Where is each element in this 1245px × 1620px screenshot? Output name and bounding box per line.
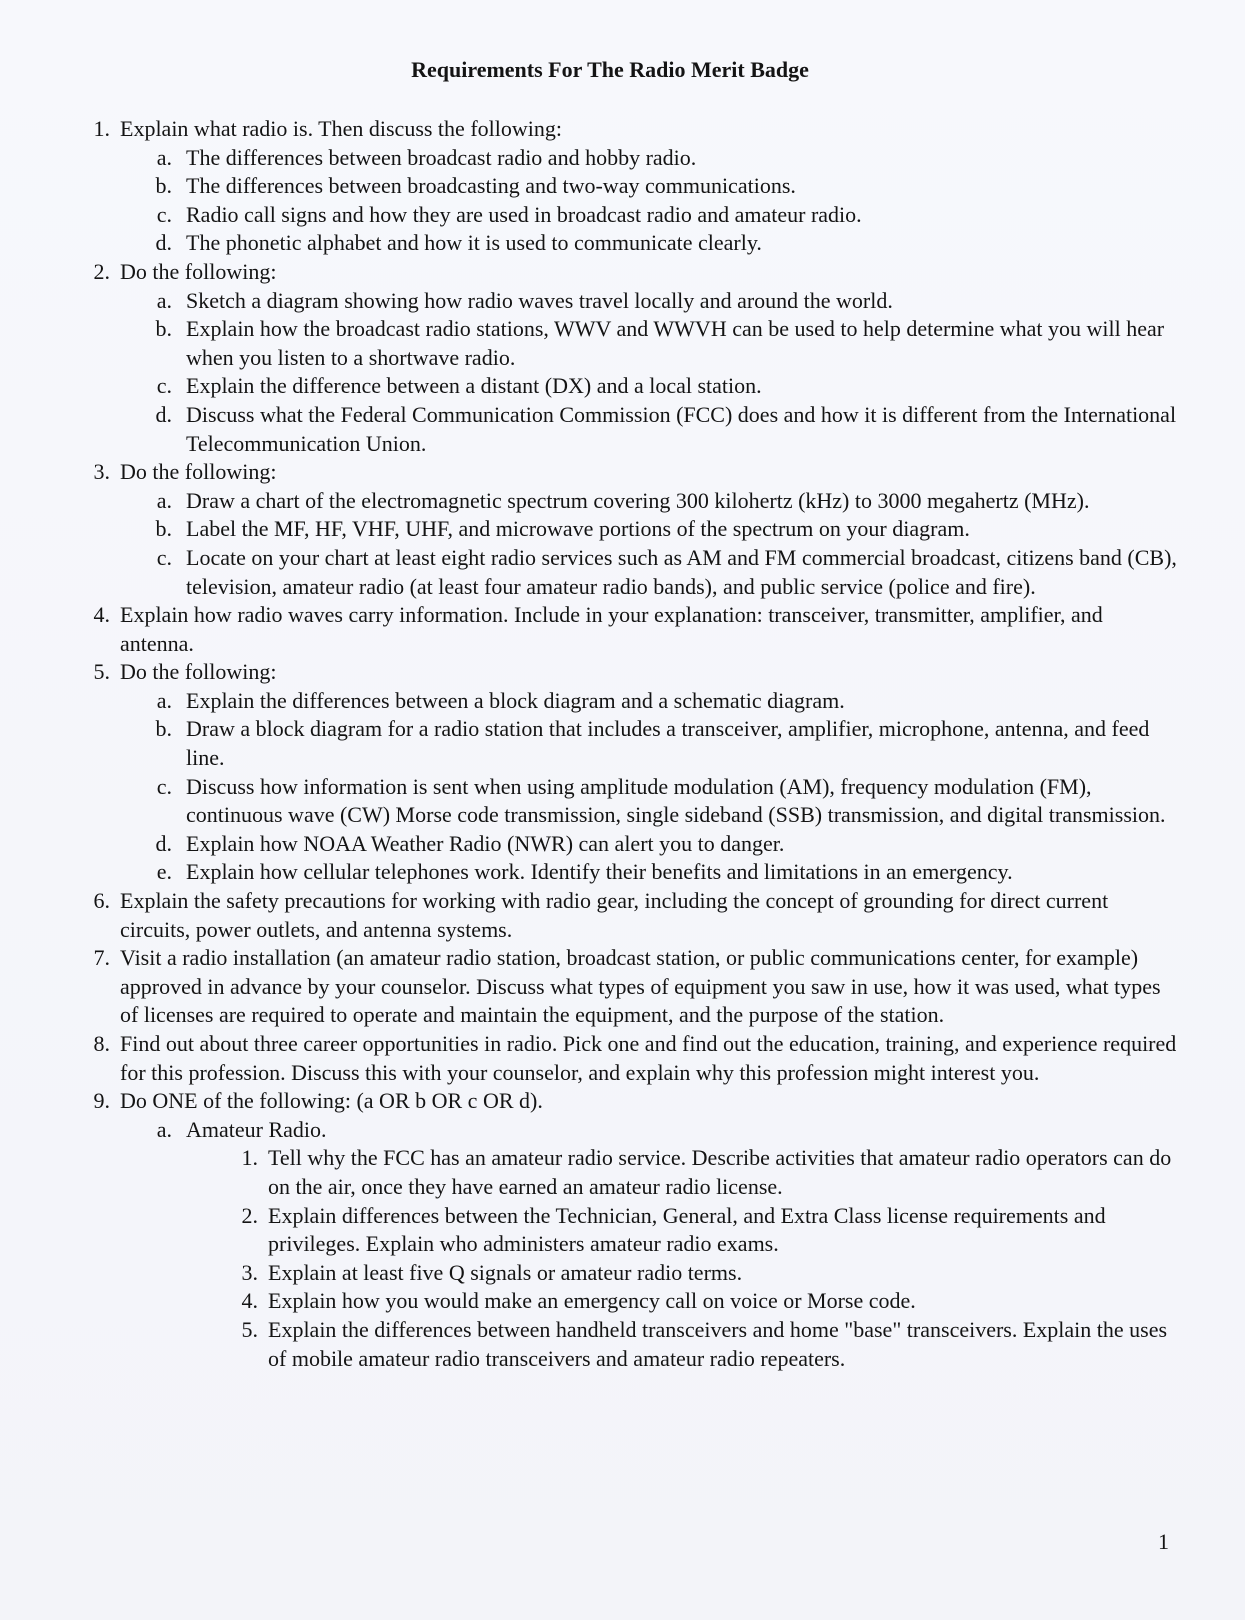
requirement-item-number: 1. [93,116,110,141]
requirement-item-number: 8. [93,1031,110,1056]
requirement-item [80,1030,1180,1087]
page-title: Requirements For The Radio Merit Badge [411,57,809,82]
requirement-subitem-text: Explain the difference between a distant (DX) and a local station. [186,373,762,399]
requirement-item-text: Do the following: [120,659,277,685]
requirement-subitem [148,515,1180,544]
requirement-item-text: Do the following: [120,258,277,284]
requirement-subitem [148,715,1180,772]
requirement-subitem-text: Discuss what the Federal Communication Commission (FCC) does and how it is different from the International Telecommunication Union. [186,401,1177,456]
requirement-subitem-number: b. [155,716,172,742]
requirement-subitem-text: Draw a block diagram for a radio station that includes a transceiver, amplifier, microphone, antenna, and feed line. [186,716,1150,771]
requirement-subitem-text: The differences between broadcasting and two-way communications. [186,173,796,199]
requirement-subitem-text: Label the MF, HF, VHF, UHF, and microwave portions of the spectrum on your diagram. [186,516,970,542]
requirement-subitem-number: e. [156,859,172,885]
requirement-subitem-text: Locate on your chart at least eight radio services such as AM and FM commercial broadcast, citizens band (CB), television, amateur radio (at least four amateur radio bands), and public service (police and fire). [186,544,1177,599]
requirement-subitem-number: c. [156,373,172,399]
requirement-subitem-number: b. [155,516,172,542]
requirement-subsubitem [230,1316,1180,1373]
requirement-subsubitem-number: 2. [241,1202,258,1228]
requirement-item-text: Find out about three career opportunities in radio. Pick one and find out the education, training, and experience required for this profession. Discuss this with your counselor, and explain why this profession might interest you. [120,1031,1177,1085]
requirement-subsubitem-number: 4. [241,1288,258,1314]
page-number: 1 [1158,1529,1169,1554]
requirement-item-number: 6. [93,888,110,914]
requirement-subsubitem-text: Explain the differences between handheld transceivers and home "base" transceivers. Explain the uses of mobile amateur radio transceivers and amateur radio repeaters. [268,1316,1168,1371]
requirement-item-text: Explain the safety precautions for working with radio gear, including the concept of grounding for direct current circuits, power outlets, and antenna systems. [120,888,1109,942]
requirements-list [80,115,1180,1373]
requirement-item [80,458,1180,487]
requirement-subitem-text: The differences between broadcast radio and hobby radio. [186,144,697,170]
requirement-subitem-text: Amateur Radio. [186,1116,327,1142]
requirement-subsubitem [230,1259,1180,1288]
requirement-subitem-number: c. [156,773,172,799]
requirement-subitem [148,172,1180,201]
requirement-subitem [148,544,1180,601]
requirement-subitem-number: a. [156,287,172,313]
requirement-subitem [148,372,1180,401]
requirement-subitem-text: Radio call signs and how they are used in broadcast radio and amateur radio. [186,201,862,227]
requirement-subitem-text: The phonetic alphabet and how it is used to communicate clearly. [186,230,762,256]
requirement-subsubitem [230,1144,1180,1201]
requirement-subitem-number: a. [156,487,172,513]
requirement-item-text: Visit a radio installation (an amateur radio station, broadcast station, or public communications center, for example) approved in advance by your counselor. Discuss what types of equipment you saw in use, how it was used, what types of licenses are required to operate and maintain the equipment, and the purpose of the station. [120,945,1161,1028]
requirement-subitem-number: a. [156,1116,172,1142]
requirement-subitem-number: c. [156,201,172,227]
requirement-subitem [148,287,1180,316]
requirement-subitem [148,144,1180,173]
requirement-item-text: Explain what radio is. Then discuss the following: [120,116,562,141]
requirement-item-number: 2. [93,258,110,284]
requirement-subitem-text: Explain how NOAA Weather Radio (NWR) can alert you to danger. [186,830,785,856]
requirement-subitem [148,773,1180,830]
requirement-item [80,601,1180,658]
requirement-subitem-text: Discuss how information is sent when using amplitude modulation (AM), frequency modulation (FM), continuous wave (CW) Morse code transmission, single sideband (SSB) transmission, and digital transmission. [186,773,1166,828]
requirement-subitem [148,401,1180,458]
requirement-subitem [148,487,1180,516]
requirement-item-number: 5. [93,659,110,685]
requirement-subitem [148,687,1180,716]
requirement-item [80,658,1180,687]
requirement-subsubitem-text: Explain at least five Q signals or amateur radio terms. [268,1259,743,1285]
requirement-item [80,887,1180,944]
requirement-item-number: 4. [93,602,110,628]
requirement-subitem-number: d. [155,830,172,856]
requirement-subitem [148,315,1180,372]
requirement-subitem-text: Explain how the broadcast radio stations, WWV and WWVH can be used to help determine what you will hear when you listen to a shortwave radio. [186,316,1165,370]
requirement-subitem-number: c. [156,544,172,570]
requirement-item-text: Do ONE of the following: (a OR b OR c OR d). [120,1088,543,1114]
requirement-item-number: 9. [93,1088,110,1114]
requirement-subitem-number: a. [156,687,172,713]
requirement-subitem-text: Draw a chart of the electromagnetic spectrum covering 300 kilohertz (kHz) to 3000 megahertz (MHz). [186,487,1090,513]
requirement-subitem-number: d. [155,401,172,427]
requirement-subsubitem-number: 3. [241,1259,258,1285]
requirement-item [80,115,1180,144]
requirement-subsubitem [230,1202,1180,1259]
requirement-item-text: Explain how radio waves carry information. Include in your explanation: transceiver, transmitter, amplifier, and antenna. [120,602,1103,656]
requirement-subitem-number: a. [156,144,172,170]
requirement-subsubitem-text: Explain differences between the Technician, General, and Extra Class license requirements and privileges. Explain who administers amateur radio exams. [268,1202,1106,1257]
requirement-subitem-text: Explain how cellular telephones work. Identify their benefits and limitations in an emergency. [186,859,1013,885]
requirement-subitem [148,1116,1180,1145]
requirement-subsubitem-number: 1. [241,1145,258,1171]
requirement-item [80,1087,1180,1116]
requirement-subitem-number: b. [155,316,172,342]
requirement-subitem [148,229,1180,258]
requirement-subitem-number: b. [155,173,172,199]
requirement-item [80,258,1180,287]
requirement-subitem-text: Sketch a diagram showing how radio waves travel locally and around the world. [186,287,893,313]
requirement-subsubitem-text: Tell why the FCC has an amateur radio service. Describe activities that amateur radio operators can do on the air, once they have earned an amateur radio license. [268,1145,1172,1199]
requirement-subitem [148,830,1180,859]
requirement-subsubitem-text: Explain how you would make an emergency call on voice or Morse code. [268,1288,916,1314]
requirement-subitem-text: Explain the differences between a block diagram and a schematic diagram. [186,687,845,713]
requirement-item [80,944,1180,1030]
requirement-subsubitem-number: 5. [241,1316,258,1342]
requirement-item-text: Do the following: [120,459,277,485]
requirement-subitem-number: d. [155,230,172,256]
requirement-subsubitem [230,1287,1180,1316]
requirement-item-number: 7. [93,945,110,971]
requirement-item-number: 3. [93,459,110,485]
requirement-subitem [148,201,1180,230]
requirement-subitem [148,858,1180,887]
